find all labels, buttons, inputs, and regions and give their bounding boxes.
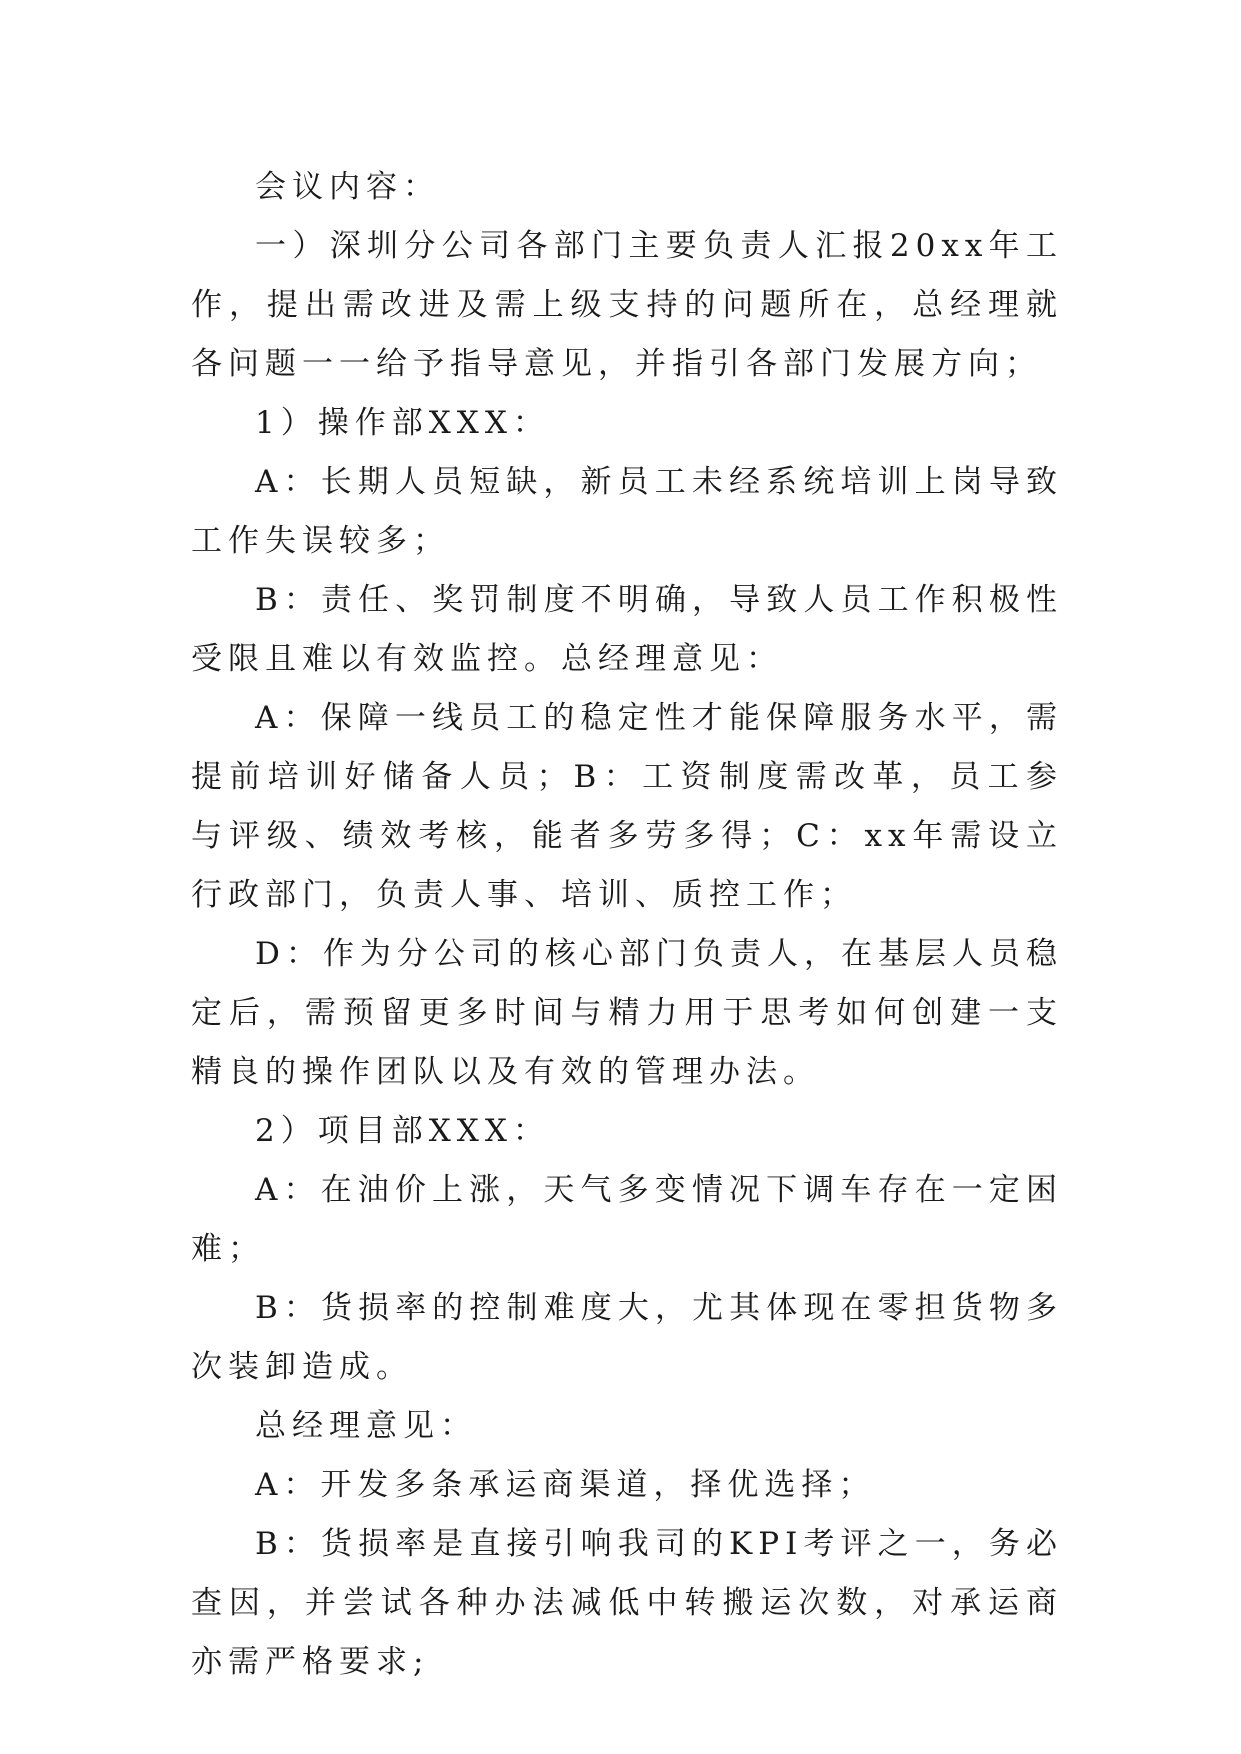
paragraph-ops-a: A：长期人员短缺，新员工未经系统培训上岗导致工作失误较多；: [191, 464, 1063, 559]
subheading-operations-dept: 1）操作部XXX：: [255, 405, 550, 441]
paragraph-gm-opinion-d: D：作为分公司的核心部门负责人，在基层人员稳定后，需预留更多时间与精力用于思考如何创建一支精良的操作团队以及有效的管理办法。: [191, 936, 1063, 1090]
paragraph-gm-b: B：货损率是直接引响我司的KPI考评之一，务必查因，并尝试各种办法减低中转搬运次数，对承运商亦需严格要求;: [191, 1526, 1063, 1680]
subheading-gm-opinion: 总经理意见：: [255, 1408, 477, 1444]
paragraph-gm-opinion-abc: A：保障一线员工的稳定性才能保障服务水平，需提前培训好储备人员；B：工资制度需改革，员工参与评级、绩效考核，能者多劳多得；C：xx年需设立行政部门，负责人事、培训、质控工作；: [191, 700, 1063, 913]
paragraph-proj-a: A：在油价上涨，天气多变情况下调车存在一定困难；: [191, 1172, 1063, 1267]
paragraph-proj-b: B：货损率的控制难度大，尤其体现在零担货物多次装卸造成。: [191, 1290, 1063, 1385]
paragraph-gm-a: A：开发多条承运商渠道，择优选择；: [255, 1467, 876, 1503]
section-heading-meeting-content: 会议内容：: [255, 169, 440, 205]
paragraph-ops-b: B：责任、奖罚制度不明确，导致人员工作积极性受限且难以有效监控。总经理意见：: [191, 582, 1063, 677]
document-body: [191, 158, 1063, 1692]
paragraph-item-one: 一）深圳分公司各部门主要负责人汇报20xx年工作，提出需改进及需上级支持的问题所在，总经理就各问题一一给予指导意见，并指引各部门发展方向；: [191, 228, 1063, 382]
subheading-project-dept: 2）项目部XXX：: [255, 1113, 550, 1149]
